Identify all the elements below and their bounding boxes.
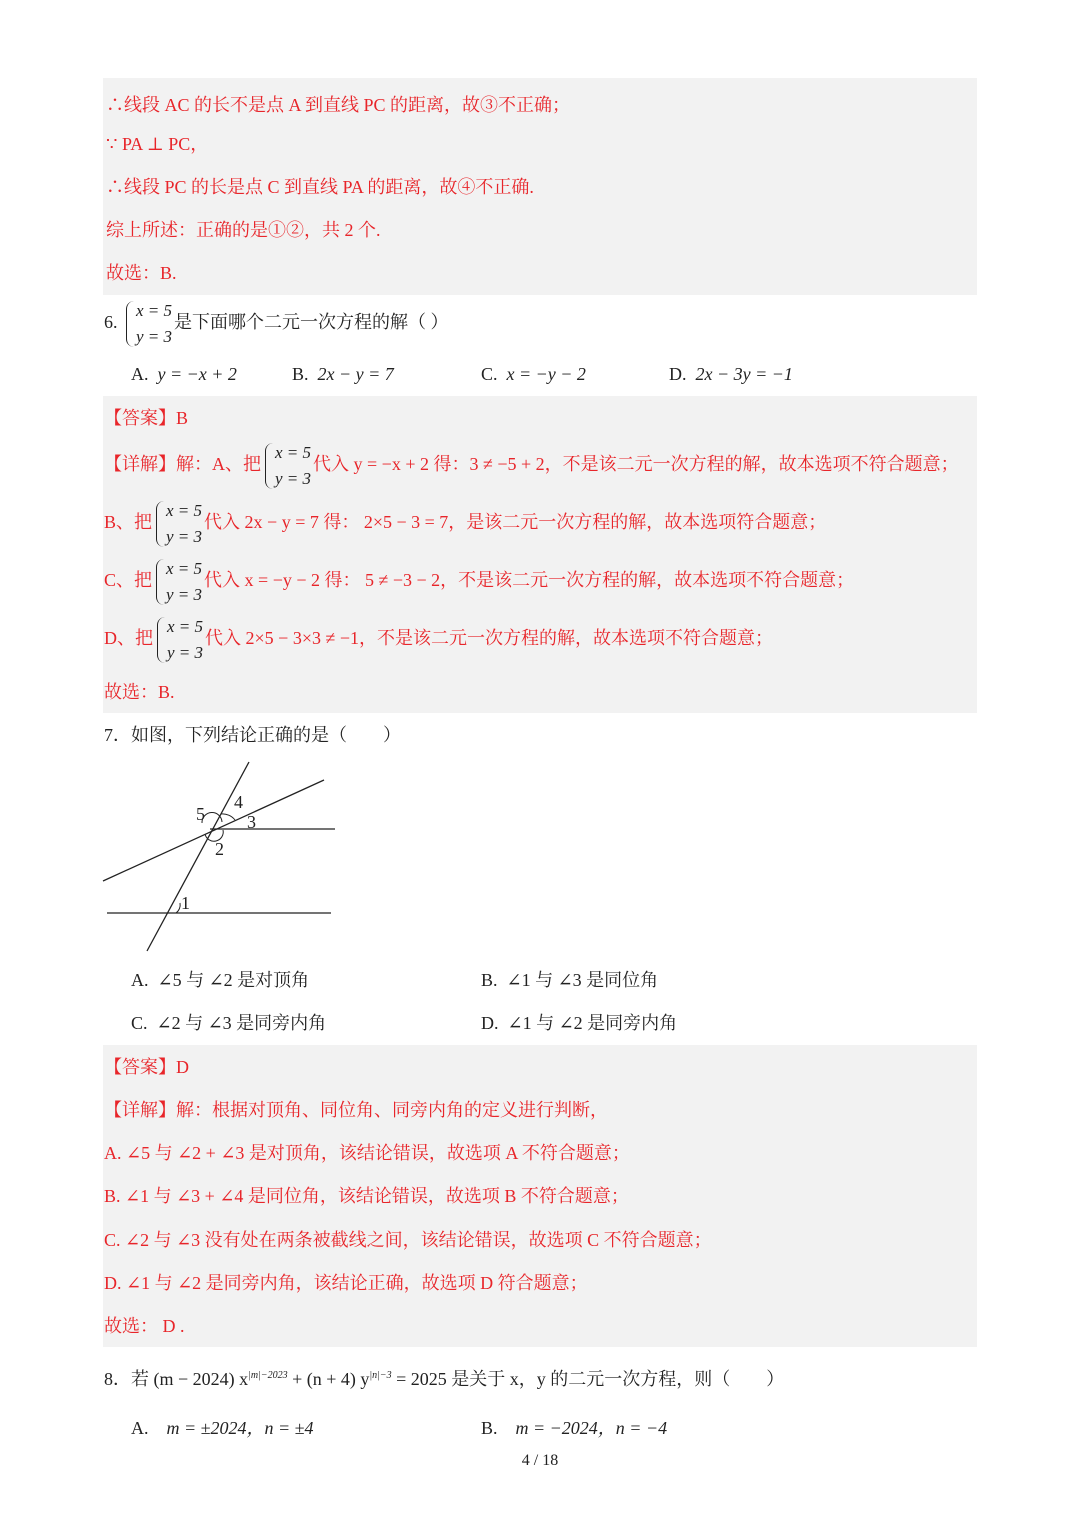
oblique-line-shallow: [103, 780, 324, 881]
q7-detail-d: D. ∠1 与 ∠2 是同旁内角，该结论正确，故选项 D 符合题意；: [104, 1273, 588, 1293]
q6-number: 6.: [104, 312, 118, 333]
q6-option-b: B. 2x − y = 7: [292, 364, 394, 384]
prev-solution-line-2: ∵ PA ⊥ PC，: [106, 134, 209, 154]
q7-option-d: D. ∠1 与 ∠2 是同旁内角: [481, 1013, 678, 1033]
q8-stem: 8．若 (m − 2024) $x^{|m|-2023} + (n + 4) y^{|n|-3} = 2025$ 是关于 x，y 的二元一次方程，则（ ）: [104, 1369, 785, 1389]
q6-detail-b: B、把 x = 5 y = 3 代入 2x − y = 7 得： 2×5 − 3 = 7，是该二元一次方程的解，故本选项符合题意；: [104, 498, 826, 550]
q6-system: [124, 298, 172, 350]
q6-system-y: y = 3: [136, 327, 173, 346]
q8-option-a: A. m = ±2024，n = ±4: [131, 1418, 314, 1438]
q6-system-x: x = 5: [136, 301, 173, 320]
q7-detail: 【详解】解：根据对顶角、同位角、同旁内角的定义进行判断，: [104, 1100, 608, 1120]
angle-arc-4: [221, 814, 235, 820]
q7-detail-c: C. ∠2 与 ∠3 没有处在两条被截线之间，该结论错误，故选项 C 不符合题意；: [104, 1230, 712, 1250]
angle-label-4: 4: [234, 792, 243, 812]
angle-label-3: 3: [247, 812, 256, 832]
prev-solution-line-1: ∴线段 AC 的长不是点 A 到直线 PC 的距离，故③不正确；: [106, 95, 571, 115]
angle-label-5: 5: [196, 804, 205, 824]
prev-solution-line-3: ∴线段 PC 的长是点 C 到直线 PA 的距离，故④不正确.: [106, 177, 534, 197]
q6-detail-d-system: x = 5 y = 3: [155, 614, 203, 666]
q8-exponent-x: |m|−2023: [248, 1370, 288, 1381]
q7-option-c: C. ∠2 与 ∠3 是同旁内角: [131, 1013, 327, 1033]
q6-detail-b-system: x = 5 y = 3: [154, 498, 202, 550]
angle-label-1: 1: [181, 893, 190, 913]
prev-solution-choice: 故选：B.: [106, 263, 177, 283]
q6-detail-a-system: x = 5 y = 3: [263, 440, 311, 492]
q6-option-c: C. x = −y − 2: [481, 364, 586, 384]
transversal-line: [147, 762, 249, 951]
q7-option-a: A. ∠5 与 ∠2 是对顶角: [131, 970, 310, 990]
q8-exponent-y: |n|−3: [369, 1370, 392, 1381]
q7-option-b: B. ∠1 与 ∠3 是同位角: [481, 970, 659, 990]
q8-option-b: B. m = −2024，n = −4: [481, 1418, 668, 1438]
q6-answer: 【答案】B: [104, 408, 189, 428]
q6-detail-c-system: x = 5 y = 3: [154, 556, 202, 608]
prev-solution-line-4: 综上所述：正确的是①②，共 2 个.: [106, 220, 381, 240]
q6-stem-text: 是下面哪个二元一次方程的解（ ）: [174, 312, 449, 333]
q6-detail-a: 【详解】解：A、把 x = 5 y = 3 代入 y = −x + 2 得：3 ≠ −5 + 2，不是该二元一次方程的解，故本选项不符合题意；: [104, 440, 959, 492]
q6-detail-c: C、把 x = 5 y = 3 代入 x = −y − 2 得： 5 ≠ −3 − 2，不是该二元一次方程的解，故本选项不符合题意；: [104, 556, 854, 608]
angle-label-2: 2: [215, 839, 224, 859]
q6-option-d: D. 2x − 3y = −1: [669, 364, 793, 384]
q7-choice: 故选： D .: [104, 1316, 185, 1336]
q6-option-a: A. y = −x + 2: [131, 364, 237, 384]
q6-choice: 故选：B.: [104, 682, 175, 702]
q6-stem: [104, 298, 449, 350]
q7-answer: 【答案】D: [104, 1057, 189, 1077]
q7-figure: [100, 758, 340, 958]
q7-detail-a: A. ∠5 与 ∠2 + ∠3 是对顶角，该结论错误，故选项 A 不符合题意；: [104, 1143, 630, 1163]
q7-stem: 7．如图，下列结论正确的是（ ）: [104, 725, 401, 745]
angle-arc-1: [176, 903, 180, 913]
q7-detail-b: B. ∠1 与 ∠3 + ∠4 是同位角，该结论错误，故选项 B 不符合题意；: [104, 1186, 629, 1206]
q6-detail-d: D、把 x = 5 y = 3 代入 2×5 − 3×3 ≠ −1，不是该二元一次方程的解，故本选项不符合题意；: [104, 614, 773, 666]
page-number: 4 / 18: [521, 1452, 559, 1469]
